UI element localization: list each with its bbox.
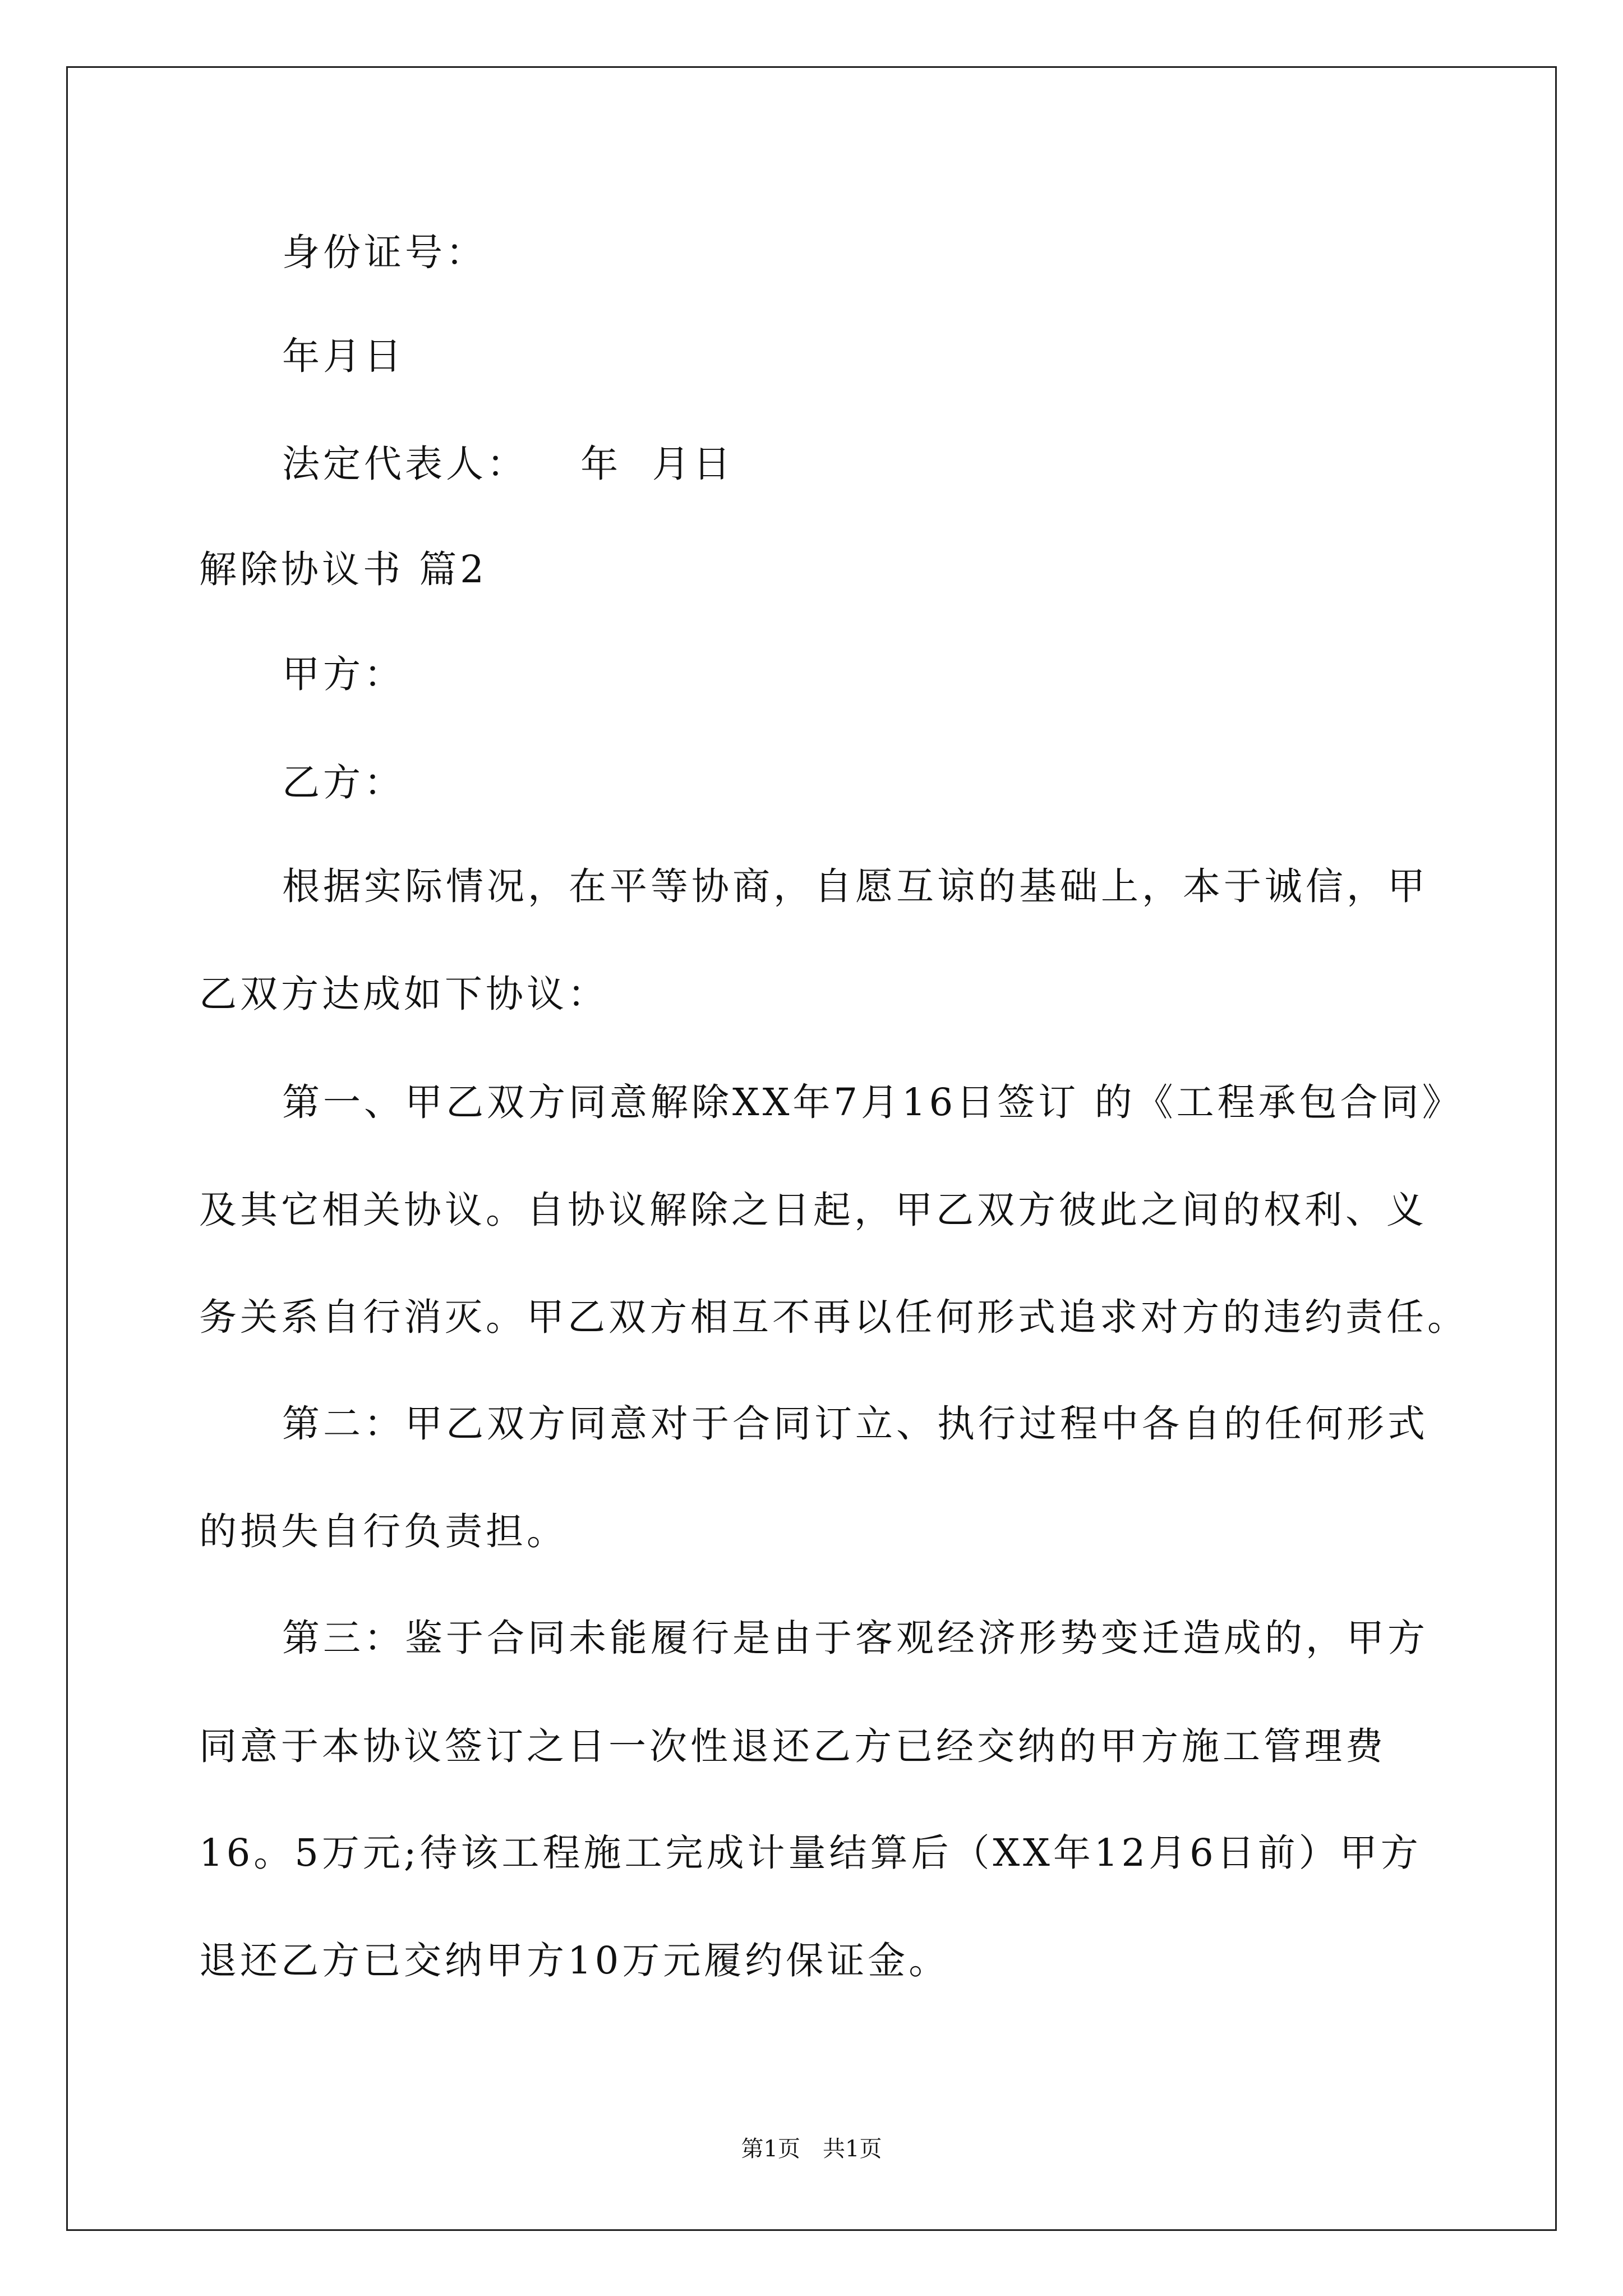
clause-3-line-1: 第三：鉴于合同未能履行是由于客观经济形势变迁造成的，甲方 bbox=[282, 1616, 1428, 1660]
clause-1-line-2: 及其它相关协议。自协议解除之日起，甲乙双方彼此之间的权利、义 bbox=[199, 1188, 1427, 1232]
clause-3-line-3: 16。5万元;待该工程施工完成计量结算后（XX年12月6日前）甲方 bbox=[199, 1831, 1422, 1875]
clause-3-line-4: 退还乙方已交纳甲方10万元履约保证金。 bbox=[199, 1939, 950, 1982]
clause-2-line-2: 的损失自行负责担。 bbox=[199, 1510, 568, 1553]
section-title: 解除协议书 篇2 bbox=[199, 547, 487, 591]
party-a-label: 甲方： bbox=[282, 652, 405, 696]
legal-representative-line: 法定代表人： 年 月日 bbox=[282, 442, 734, 486]
clause-3-line-2: 同意于本协议签订之日一次性退还乙方已经交纳的甲方施工管理费 bbox=[199, 1724, 1386, 1768]
page-footer: 第1页 共1页 bbox=[741, 2136, 882, 2162]
date-line: 年月日 bbox=[282, 334, 405, 378]
clause-1-line-1: 第一、甲乙双方同意解除XX年7月16日签订 的《工程承包合同》 bbox=[282, 1080, 1463, 1124]
id-number-label: 身份证号： bbox=[282, 231, 487, 274]
clause-2-line-1: 第二：甲乙双方同意对于合同订立、执行过程中各自的任何形式 bbox=[282, 1402, 1428, 1446]
clause-1-line-3: 务关系自行消灭。甲乙双方相互不再以任何形式追求对方的违约责任。 bbox=[199, 1295, 1468, 1339]
party-b-label: 乙方： bbox=[282, 761, 405, 804]
intro-paragraph-line-1: 根据实际情况，在平等协商，自愿互谅的基础上，本于诚信，甲 bbox=[282, 864, 1428, 908]
intro-paragraph-line-2: 乙双方达成如下协议： bbox=[199, 972, 608, 1016]
page-border bbox=[66, 66, 1557, 2231]
